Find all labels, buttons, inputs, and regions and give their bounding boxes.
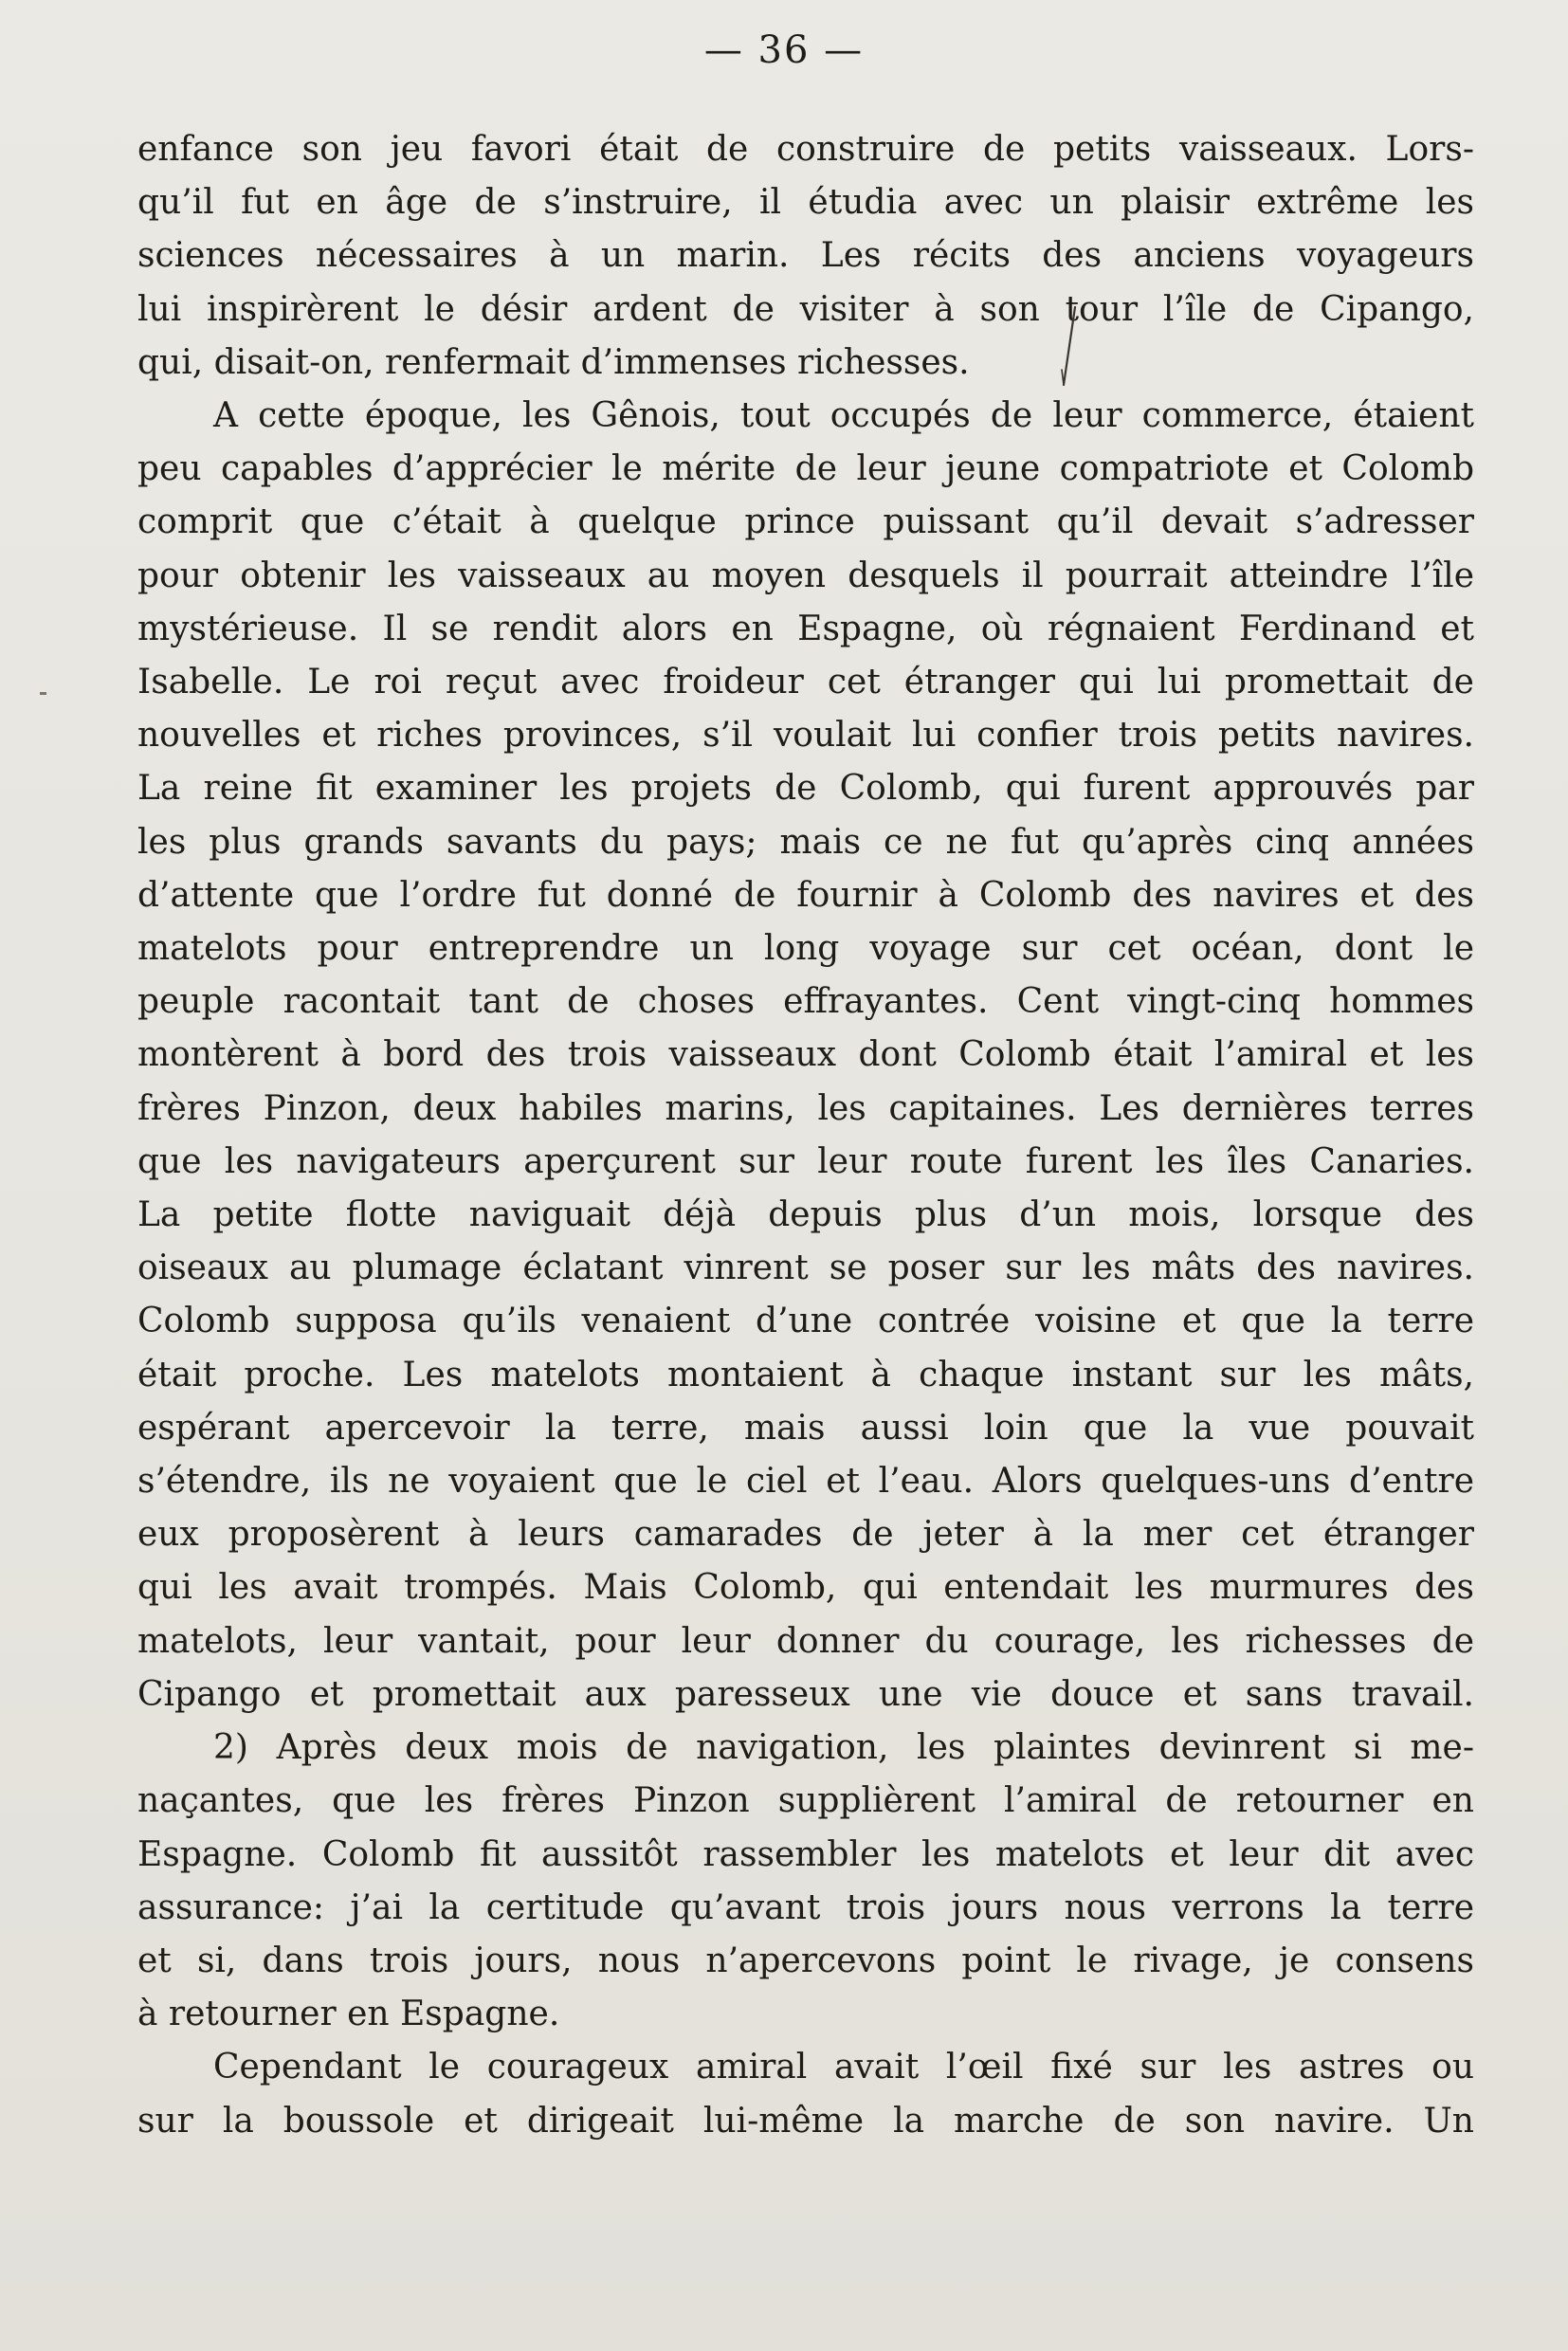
- text-line: était proche. Les matelots montaient à chaque instant sur les mâts,: [137, 1355, 1474, 1394]
- text-line: comprit que c’était à quelque prince puissant qu’il devait s’adresser: [137, 502, 1474, 542]
- page-number: — 36 —: [703, 28, 865, 72]
- text-line: à retourner en Espagne.: [137, 1995, 560, 2034]
- text-line: assurance: j’ai la certitude qu’avant trois jours nous verrons la terre: [137, 1887, 1474, 1927]
- text-line: matelots pour entreprendre un long voyage sur cet océan, dont le: [137, 929, 1474, 969]
- text-line: naçantes, que les frères Pinzon supplièrent l’amiral de retourner en: [137, 1781, 1474, 1821]
- text-line: eux proposèrent à leurs camarades de jeter à la mer cet étranger: [137, 1515, 1474, 1555]
- text-line: La reine fit examiner les projets de Colomb, qui furent approuvés par: [137, 769, 1474, 809]
- text-line: enfance son jeu favori était de construire de petits vaisseaux. Lors-: [137, 130, 1474, 169]
- text-line: lui inspirèrent le désir ardent de visiter à son tour l’île de Cipango,: [137, 289, 1474, 329]
- text-line: qui les avait trompés. Mais Colomb, qui entendait les murmures des: [137, 1568, 1474, 1608]
- text-line: que les navigateurs aperçurent sur leur route furent les îles Canaries.: [137, 1141, 1474, 1181]
- text-line: Colomb supposa qu’ils venaient d’une contrée voisine et que la terre: [137, 1302, 1474, 1341]
- text-line: peuple racontait tant de choses effrayantes. Cent vingt-cinq hommes: [137, 982, 1474, 1022]
- handwritten-slash-mark: [1054, 303, 1083, 389]
- text-line: qui, disait-on, renfermait d’immenses richesses.: [137, 342, 970, 382]
- text-line: frères Pinzon, deux habiles marins, les capitaines. Les dernières terres: [137, 1088, 1474, 1128]
- text-line: peu capables d’apprécier le mérite de leur jeune compatriote et Colomb: [137, 449, 1474, 489]
- text-line: nouvelles et riches provinces, s’il voulait lui confier trois petits navires.: [137, 716, 1474, 756]
- text-line: montèrent à bord des trois vaisseaux dont Colomb était l’amiral et les: [137, 1035, 1474, 1075]
- text-line: sciences nécessaires à un marin. Les récits des anciens voyageurs: [137, 236, 1474, 276]
- text-line: s’étendre, ils ne voyaient que le ciel et l’eau. Alors quelques-uns d’entre: [137, 1462, 1474, 1502]
- text-line: oiseaux au plumage éclatant vinrent se poser sur les mâts des navires.: [137, 1248, 1474, 1288]
- text-line: 2) Après deux mois de navigation, les plaintes devinrent si me-: [213, 1728, 1474, 1768]
- text-line: Cipango et promettait aux paresseux une vie douce et sans travail.: [137, 1674, 1474, 1714]
- text-line: pour obtenir les vaisseaux au moyen desquels il pourrait atteindre l’île: [137, 556, 1474, 595]
- text-line: mystérieuse. Il se rendit alors en Espagne, où régnaient Ferdinand et: [137, 609, 1474, 648]
- text-line: Cependant le courageux amiral avait l’œil fixé sur les astres ou: [213, 2048, 1474, 2087]
- margin-speck: [40, 692, 46, 695]
- text-line: La petite flotte naviguait déjà depuis plus d’un mois, lorsque des: [137, 1195, 1474, 1235]
- text-line: qu’il fut en âge de s’instruire, il étudia avec un plaisir extrême les: [137, 183, 1474, 223]
- text-line: les plus grands savants du pays; mais ce ne fut qu’après cinq années: [137, 822, 1474, 862]
- text-line: et si, dans trois jours, nous n’apercevons point le rivage, je consens: [137, 1941, 1474, 1980]
- text-line: d’attente que l’ordre fut donné de fournir à Colomb des navires et des: [137, 875, 1474, 915]
- text-line: espérant apercevoir la terre, mais aussi loin que la vue pouvait: [137, 1408, 1474, 1448]
- text-line: matelots, leur vantait, pour leur donner du courage, les richesses de: [137, 1621, 1474, 1661]
- text-line: sur la boussole et dirigeait lui-même la marche de son navire. Un: [137, 2101, 1474, 2141]
- body-text: [137, 123, 1474, 2148]
- text-line: A cette époque, les Gênois, tout occupés de leur commerce, étaient: [213, 396, 1474, 436]
- text-line: Espagne. Colomb fit aussitôt rassembler les matelots et leur dit avec: [137, 1834, 1474, 1874]
- text-line: Isabelle. Le roi reçut avec froideur cet étranger qui lui promettait de: [137, 663, 1474, 702]
